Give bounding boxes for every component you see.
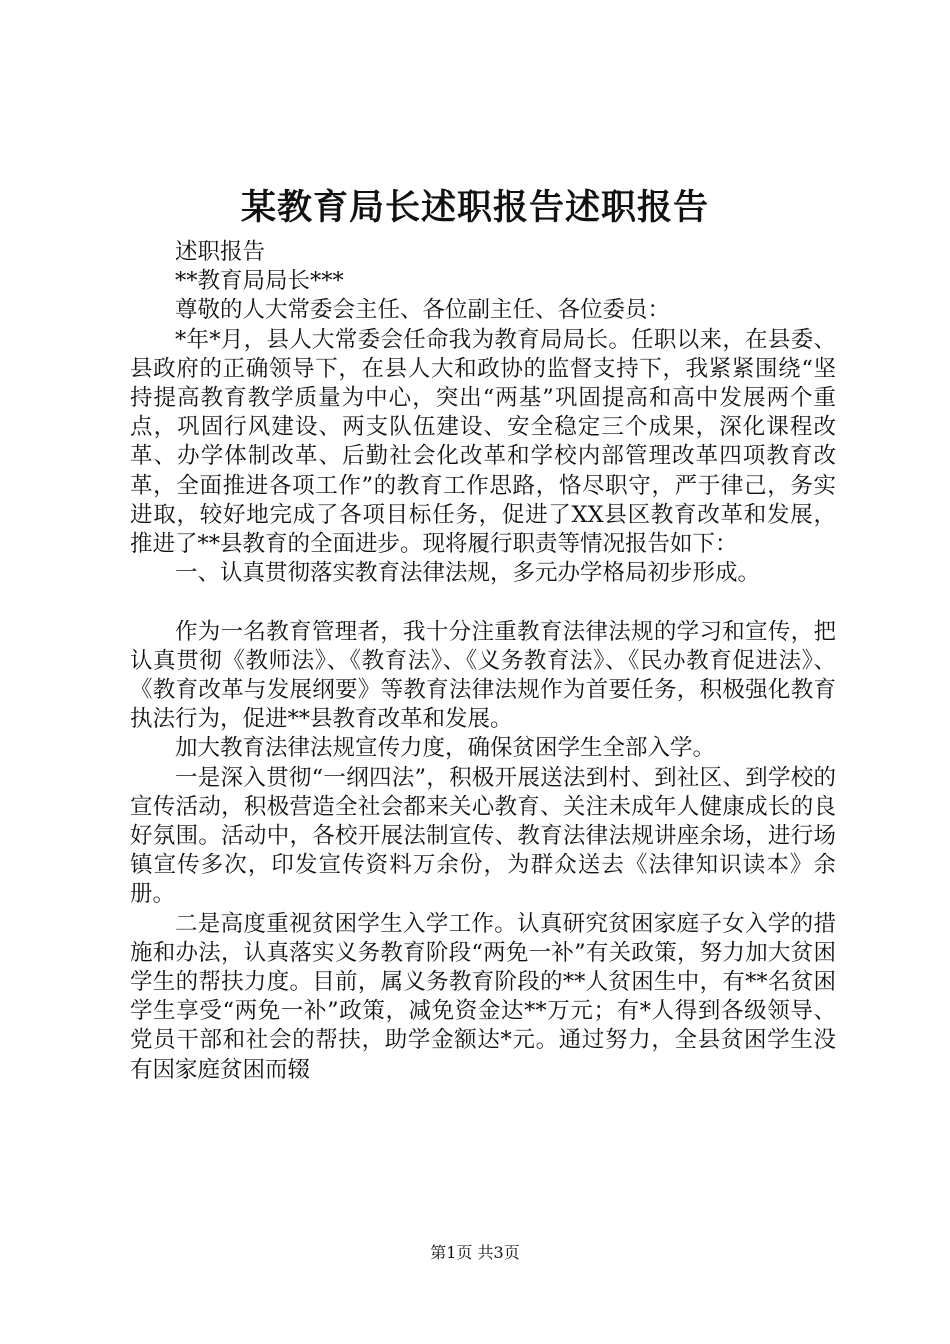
paragraph-author: **教育局局长*** xyxy=(175,268,344,295)
paragraph-salutation: 尊敬的人大常委会主任、各位副主任、各位委员： xyxy=(175,297,671,324)
paragraph-intro: *年*月，县人大常委会任命我为教育局局长。任职以来，在县委、县政府的正确领导下，在县人大和政协的监督支持下，我紧紧围绕“坚持提高教育教学质量为中心，突出“两基”巩固提高和高中发展两个重点，巩固行风建设、两支队伍建设、安全稳定三个成果，深化课程改革、办学体制改革、后勤社会化改革和学校内部管理改革四项教育改革，全面推进各项工作”的教育工作思路，恪尽职守，严于律己，务实进取，较好地完成了各项目标任务，促进了XX县区教育改革和发展，推进了**县教育的全面进步。现将履行职责等情况报告如下： xyxy=(130,326,836,558)
paragraph-subheading: 加大教育法律法规宣传力度，确保贫困学生全部入学。 xyxy=(175,735,716,762)
document-title: 某教育局长述职报告述职报告 xyxy=(240,187,709,228)
section-heading-1: 一、认真贯彻落实教育法律法规，多元办学格局初步形成。 xyxy=(175,560,761,587)
paragraph-heading: 述职报告 xyxy=(175,239,266,265)
paragraph-body: 一是深入贯彻“一纲四法”，积极开展送法到村、到社区、到学校的宣传活动，积极营造全社会都来关心教育、关注未成年人健康成长的良好氛围。活动中，各校开展法制宣传、教育法律法规讲座余场，进行场镇宣传多次，印发宣传资料万余份，为群众送去《法律知识读本》余册。 xyxy=(130,764,836,908)
paragraph-body: 二是高度重视贫困学生入学工作。认真研究贫困家庭子女入学的措施和办法，认真落实义务教育阶段“两免一补”有关政策，努力加大贫困学生的帮扶力度。目前，属义务教育阶段的**人贫困生中，有**名贫困学生享受“两免一补”政策，减免资金达**万元；有*人得到各级领导、党员干部和社会的帮扶，助学金额达*元。通过努力，全县贫困学生没有因家庭贫困而辍 xyxy=(130,910,836,1083)
paragraph-body: 作为一名教育管理者，我十分注重教育法律法规的学习和宣传，把认真贯彻《教师法》、《教育法》、《义务教育法》、《民办教育促进法》、《教育改革与发展纲要》等教育法律法规作为首要任务，积极强化教育执法行为，促进**县教育改革和发展。 xyxy=(130,618,836,733)
document-body xyxy=(130,238,836,1085)
page-footer: 第1页 共3页 xyxy=(430,1243,520,1262)
